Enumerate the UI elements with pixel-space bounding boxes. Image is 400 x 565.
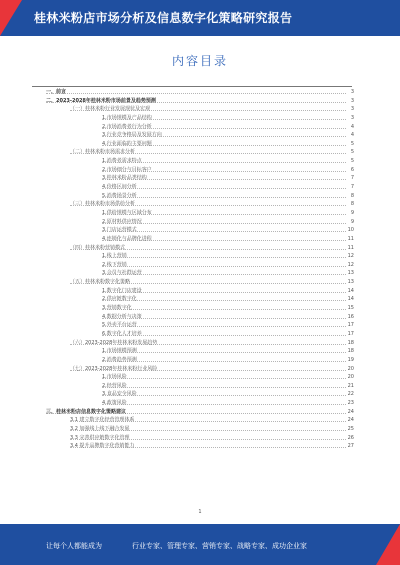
toc-entry-page: 19	[347, 356, 354, 363]
toc-entry-page: 24	[347, 417, 354, 424]
toc-entry-label: 4.数据分析与决策	[102, 313, 142, 320]
toc-entry-page: 20	[347, 374, 354, 381]
toc-entry[interactable]	[32, 390, 354, 399]
toc-entry-page: 13	[347, 279, 354, 286]
toc-entry-label: 3.行业竞争格局及发展方向	[102, 132, 162, 139]
toc-leader-dots	[102, 387, 346, 388]
toc-entry-label: 3.3 完善供应链数字化管理	[70, 434, 130, 441]
toc-entry-label: 3.2 加强线上线下融合发展	[70, 425, 130, 432]
toc-entry[interactable]	[32, 235, 354, 244]
toc-entry[interactable]	[32, 339, 354, 348]
toc-entry[interactable]	[32, 330, 354, 339]
toc-entry-label: （三）桂林米粉市场供给分析	[70, 201, 136, 208]
toc-entry[interactable]	[32, 244, 354, 253]
toc-entry-label: 3.营销数字化	[102, 305, 132, 312]
toc-entry-page: 14	[347, 296, 354, 303]
toc-entry-label: 2.供应链数字化	[102, 296, 137, 303]
toc-entry[interactable]	[32, 347, 354, 356]
toc-entry[interactable]	[32, 123, 354, 132]
toc-entry[interactable]	[32, 416, 354, 425]
toc-entry-page: 25	[347, 425, 354, 432]
toc-entry-label: 2.原材料供应情况	[102, 218, 142, 225]
toc-entry[interactable]	[32, 97, 354, 106]
toc-entry-label: （一）桂林米粉行业发展现状及宏观	[70, 106, 151, 113]
toc-entry-page: 7	[350, 175, 354, 182]
table-of-contents	[32, 88, 354, 451]
toc-entry[interactable]	[32, 365, 354, 374]
toc-entry[interactable]	[32, 209, 354, 218]
toc-entry[interactable]	[32, 261, 354, 270]
toc-entry[interactable]	[32, 295, 354, 304]
toc-leader-dots	[102, 266, 346, 267]
toc-entry-page: 4	[350, 123, 354, 130]
toc-entry-page: 15	[347, 305, 354, 312]
toc-leader-dots	[102, 300, 346, 301]
page-footer	[0, 524, 400, 565]
toc-entry[interactable]	[32, 218, 354, 227]
toc-entry-page: 4	[350, 132, 354, 139]
toc-entry-page: 6	[350, 166, 354, 173]
toc-entry-label: 3.4 提升品牌数字化营销能力	[70, 443, 135, 450]
toc-entry[interactable]	[32, 174, 354, 183]
toc-entry[interactable]	[32, 408, 354, 417]
toc-title: 内容目录	[171, 54, 228, 68]
toc-entry-label: 3.门店运营模式	[102, 227, 137, 234]
toc-entry-label: （七）2023-2028年桂林米粉行业风险	[70, 365, 158, 372]
toc-entry[interactable]	[32, 434, 354, 443]
toc-entry[interactable]	[32, 105, 354, 114]
report-title: 桂林米粉店市场分析及信息数字化策略研究报告	[34, 11, 293, 25]
footer-red-accent	[376, 524, 400, 565]
toc-entry-page: 8	[350, 201, 354, 208]
footer-tagline: 行业专家、管理专家、营销专家、战略专家、成功企业家	[132, 542, 307, 550]
toc-leader-dots	[102, 257, 346, 258]
toc-entry-page: 16	[347, 313, 354, 320]
toc-entry-page: 5	[350, 158, 354, 165]
toc-entry-page: 23	[347, 400, 354, 407]
toc-entry-page: 13	[347, 270, 354, 277]
toc-entry-page: 20	[347, 365, 354, 372]
toc-entry-label: 4.价格区间分析	[102, 184, 137, 191]
toc-entry-label: 1.供给规模与区域分布	[102, 209, 152, 216]
toc-entry-page: 3	[350, 114, 354, 121]
toc-entry-label: 1.数字化门店建设	[102, 287, 142, 294]
toc-entry[interactable]	[32, 304, 354, 313]
toc-entry-label: 三、桂林米粉店信息数字化策略建议	[46, 408, 127, 415]
toc-entry-label: 2.市场细分与目标客户	[102, 166, 152, 173]
toc-entry-page: 18	[347, 348, 354, 355]
toc-entry-label: 3.桂林米粉品类结构	[102, 175, 147, 182]
toc-leader-dots	[102, 309, 346, 310]
toc-entry-page: 12	[347, 261, 354, 268]
toc-entry-label: 1.市场规模预测	[102, 348, 137, 355]
toc-entry-label: （四）桂林米粉营销模式	[70, 244, 126, 251]
toc-leader-dots	[102, 326, 346, 327]
toc-entry[interactable]	[32, 131, 354, 140]
toc-entry-page: 27	[347, 443, 354, 450]
toc-entry-label: 1.市场风险	[102, 374, 127, 381]
header-red-accent	[0, 0, 22, 36]
toc-entry-label: 4.政策风险	[102, 400, 127, 407]
toc-leader-dots	[102, 395, 346, 396]
toc-entry-page: 5	[350, 149, 354, 156]
toc-entry-page: 21	[347, 382, 354, 389]
toc-entry[interactable]	[32, 140, 354, 149]
toc-entry-page: 11	[347, 235, 354, 242]
toc-entry[interactable]	[32, 114, 354, 123]
toc-entry-page: 12	[347, 253, 354, 260]
toc-entry[interactable]	[32, 88, 354, 97]
toc-entry[interactable]	[32, 200, 354, 209]
toc-entry[interactable]	[32, 252, 354, 261]
toc-entry-label: 5.消费场景分析	[102, 192, 137, 199]
toc-entry-page: 9	[350, 209, 354, 216]
toc-entry[interactable]	[32, 226, 354, 235]
page-header	[0, 0, 400, 36]
toc-leader-dots	[102, 352, 346, 353]
toc-entry[interactable]	[32, 192, 354, 201]
toc-leader-dots	[102, 188, 346, 189]
toc-entry-label: 2.经营风险	[102, 382, 127, 389]
toc-entry-page: 24	[347, 408, 354, 415]
toc-entry-page: 10	[347, 227, 354, 234]
toc-entry[interactable]	[32, 382, 354, 391]
toc-entry-page: 3	[350, 97, 354, 104]
toc-divider	[32, 86, 352, 87]
toc-entry-page: 8	[350, 192, 354, 199]
toc-leader-dots	[46, 93, 346, 94]
toc-entry-page: 14	[347, 287, 354, 294]
toc-entry-label: 6.数字化人才培养	[102, 330, 142, 337]
toc-entry-label: 3.食品安全风险	[102, 391, 137, 398]
toc-entry[interactable]	[32, 356, 354, 365]
toc-leader-dots	[102, 361, 346, 362]
toc-entry-page: 3	[350, 106, 354, 113]
toc-entry-page: 7	[350, 184, 354, 191]
page-number: 1	[198, 509, 202, 515]
toc-entry-label: 4.连锁化与品牌化进程	[102, 235, 152, 242]
toc-entry-page: 18	[347, 339, 354, 346]
toc-entry-page: 9	[350, 218, 354, 225]
toc-entry-label: 4.行业面临的主要问题	[102, 140, 152, 147]
toc-entry-label: 2.市场消费者行为分析	[102, 123, 152, 130]
toc-entry-page: 17	[347, 330, 354, 337]
toc-entry-label: 2.消费趋势预测	[102, 356, 137, 363]
toc-entry[interactable]	[32, 425, 354, 434]
toc-entry[interactable]	[32, 278, 354, 287]
toc-entry-page: 3	[350, 89, 354, 95]
toc-leader-dots	[102, 404, 346, 405]
toc-leader-dots	[102, 378, 346, 379]
footer-slogan: 让每个人都能成为	[46, 542, 102, 550]
toc-entry-page: 26	[347, 434, 354, 441]
toc-entry-label: 1.市场规模及产品结构	[102, 114, 152, 121]
toc-entry[interactable]	[32, 313, 354, 322]
toc-leader-dots	[102, 197, 346, 198]
toc-entry[interactable]	[32, 183, 354, 192]
toc-entry[interactable]	[32, 148, 354, 157]
toc-entry[interactable]	[32, 269, 354, 278]
toc-entry-label: 二、2023-2028年桂林米粉市场前景及趋势预测	[46, 97, 156, 104]
toc-entry-label: （二）桂林米粉市场需求分析	[70, 149, 136, 156]
toc-entry-label: （六）2023-2028年桂林米粉发展趋势	[70, 339, 158, 346]
toc-entry[interactable]	[32, 399, 354, 408]
toc-entry[interactable]	[32, 166, 354, 175]
toc-entry[interactable]	[32, 442, 354, 451]
toc-entry-label: 5.外卖平台运营	[102, 322, 137, 329]
toc-entry-label: （五）桂林米粉数字化策略	[70, 279, 131, 286]
toc-entry-label: 3.会员与社群运营	[102, 270, 142, 277]
toc-entry-label: 3.1 建立数字化经营管理体系	[70, 417, 135, 424]
toc-entry[interactable]	[32, 373, 354, 382]
toc-entry-page: 5	[350, 140, 354, 147]
toc-entry-page: 22	[347, 391, 354, 398]
toc-entry-label: 2.线下营销	[102, 261, 127, 268]
toc-entry[interactable]	[32, 157, 354, 166]
toc-entry-page: 11	[347, 244, 354, 251]
toc-entry-label: 1.线上营销	[102, 253, 127, 260]
toc-entry-label: 1.消费者需求特点	[102, 158, 142, 165]
toc-leader-dots	[102, 231, 346, 232]
toc-entry[interactable]	[32, 287, 354, 296]
toc-entry-page: 17	[347, 322, 354, 329]
toc-entry[interactable]	[32, 321, 354, 330]
toc-entry-label: 一、前言	[46, 89, 67, 95]
